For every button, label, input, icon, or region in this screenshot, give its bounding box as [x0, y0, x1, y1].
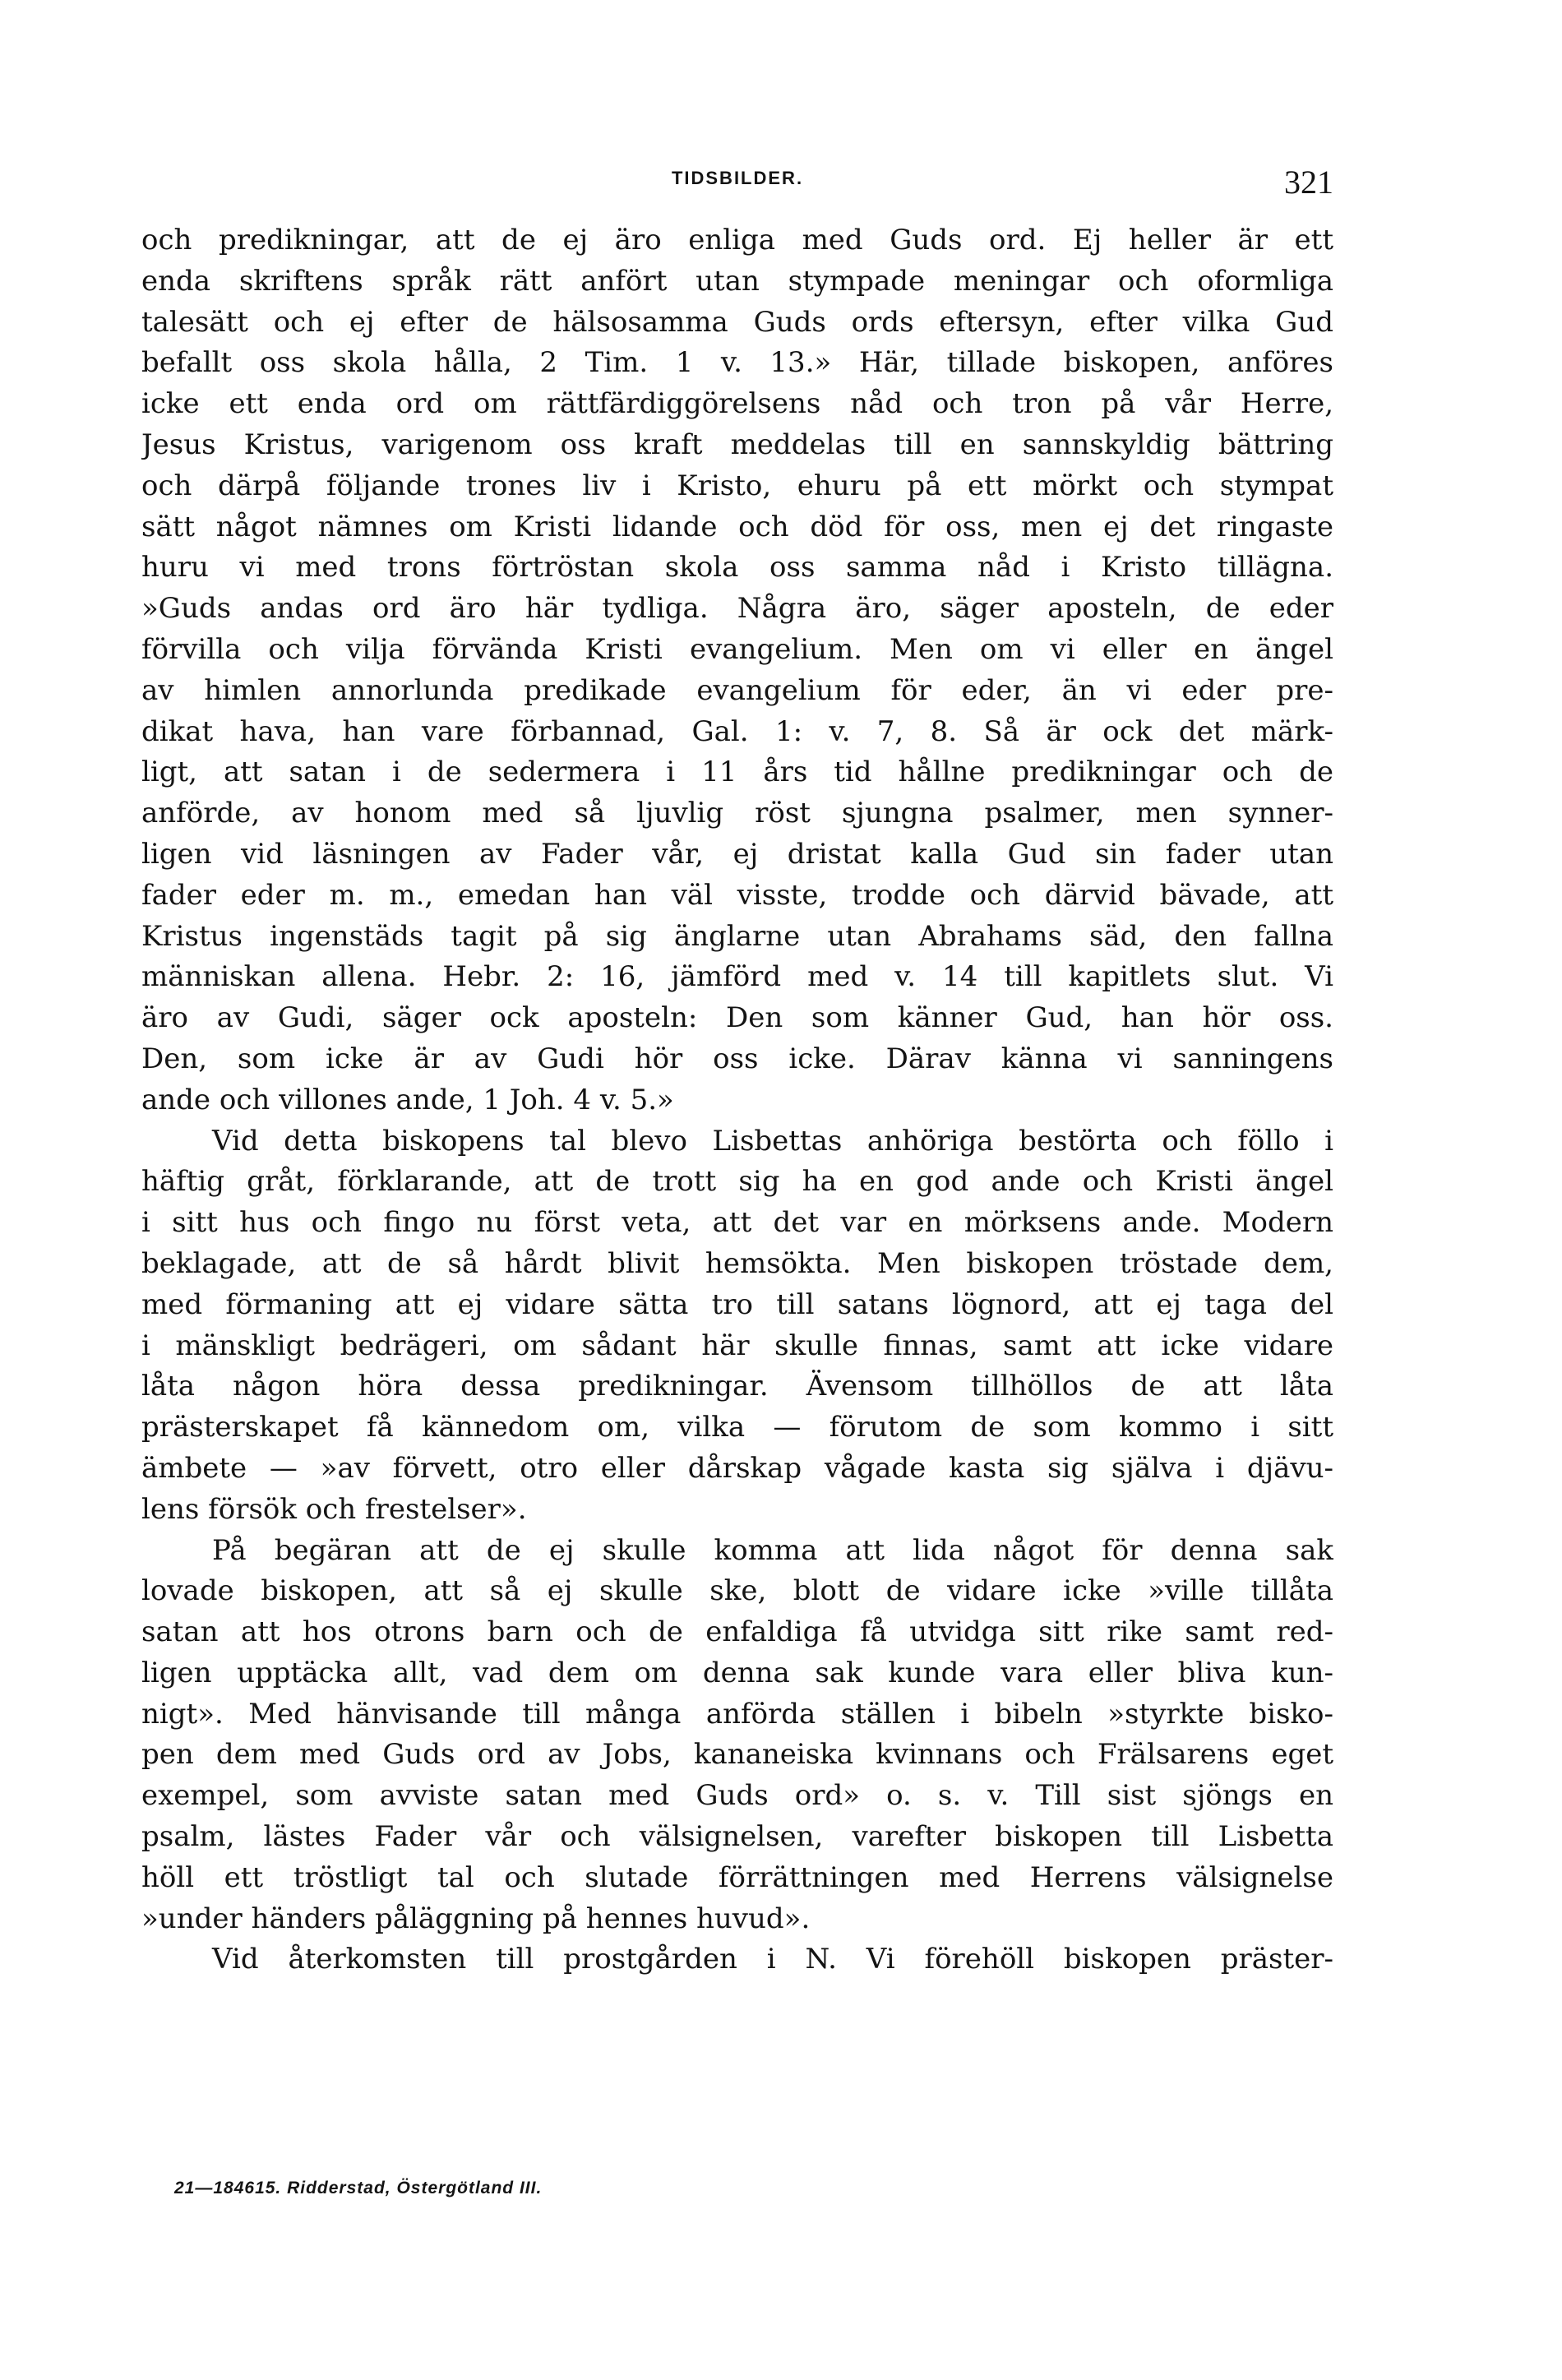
text-line: beklagade, att de så hårdt blivit hemsökta. Men biskopen tröstade dem,	[141, 1246, 1333, 1280]
text-line: förvilla och vilja förvända Kristi evangelium. Men om vi eller en ängel	[141, 632, 1333, 666]
text-line: människan allena. Hebr. 2: 16, jämförd med v. 14 till kapitlets slut. Vi	[141, 960, 1333, 994]
text-line: höll ett tröstligt tal och slutade förrättningen med Herrens välsignelse	[141, 1860, 1333, 1894]
text-line: sätt något nämnes om Kristi lidande och död för oss, men ej det ringaste	[141, 510, 1333, 543]
text-line: »under händers påläggning på hennes huvud».	[141, 1902, 811, 1935]
body-text	[141, 220, 1333, 1980]
text-line: exempel, som avviste satan med Guds ord» o. s. v. Till sist sjöngs en	[141, 1779, 1333, 1813]
text-line: På begäran att de ej skulle komma att lida något för denna sak	[212, 1533, 1333, 1567]
text-line: talesätt och ej efter de hälsosamma Guds ords eftersyn, efter vilka Gud	[141, 305, 1333, 339]
text-line: låta någon höra dessa predikningar. Ävensom tillhöllos de att låta	[141, 1370, 1333, 1403]
text-line: med förmaning att ej vidare sätta tro till satans lögnord, att ej taga del	[141, 1287, 1333, 1321]
page-number: 321	[1284, 164, 1333, 201]
text-line: enda skriftens språk rätt anfört utan stympade meningar och oformliga	[141, 264, 1333, 298]
text-line: i mänskligt bedrägeri, om sådant här skulle finnas, samt att icke vidare	[141, 1329, 1333, 1362]
text-line: och därpå följande trones liv i Kristo, ehuru på ett mörkt och stympat	[141, 469, 1333, 502]
text-line: Kristus ingenstäds tagit på sig änglarne utan Abrahams säd, den fallna	[141, 919, 1333, 953]
text-line: nigt». Med hänvisande till många anförda ställen i bibeln »styrkte bisko-	[141, 1697, 1333, 1731]
text-line: Jesus Kristus, varigenom oss kraft meddelas till en sannskyldig bättring	[141, 427, 1333, 461]
text-line: och predikningar, att de ej äro enliga med Guds ord. Ej heller är ett	[141, 224, 1333, 256]
text-line: prästerskapet få kännedom om, vilka — förutom de som kommo i sitt	[141, 1411, 1333, 1444]
text-line: fader eder m. m., emedan han väl visste, trodde och därvid bävade, att	[141, 878, 1333, 912]
text-line: häftig gråt, förklarande, att de trott sig ha en god ande och Kristi ängel	[141, 1165, 1333, 1199]
text-line: ligen vid läsningen av Fader vår, ej dristat kalla Gud sin fader utan	[141, 837, 1333, 871]
text-line: huru vi med trons förtröstan skola oss samma nåd i Kristo tillägna.	[141, 551, 1333, 585]
text-line: Vid återkomsten till prostgården i N. Vi förehöll biskopen präster-	[212, 1943, 1333, 1976]
running-title: TIDSBILDER.	[671, 168, 804, 188]
text-line: satan att hos otrons barn och de enfaldiga få utvidga sitt rike samt red-	[141, 1615, 1333, 1649]
printer-signature: 21—184615. Ridderstad, Östergötland III.	[174, 2179, 543, 2197]
text-line: av himlen annorlunda predikade evangelium för eder, än vi eder pre-	[141, 673, 1333, 707]
running-head	[141, 163, 1333, 204]
text-line: icke ett enda ord om rättfärdiggörelsens nåd och tron på vår Herre,	[141, 387, 1333, 421]
text-line: ämbete — »av förvett, otro eller dårskap vågade kasta sig själva i djävu-	[141, 1451, 1333, 1485]
text-line: »Guds andas ord äro här tydliga. Några äro, säger aposteln, de eder	[141, 592, 1333, 626]
text-line: Den, som icke är av Gudi hör oss icke. Därav känna vi sanningens	[141, 1042, 1333, 1075]
text-line: lovade biskopen, att så ej skulle ske, blott de vidare icke »ville tillåta	[141, 1574, 1333, 1608]
text-line: ligt, att satan i de sedermera i 11 års tid hållne predikningar och de	[141, 756, 1333, 789]
text-line: i sitt hus och fingo nu först veta, att det var en mörksens ande. Modern	[141, 1206, 1333, 1240]
text-line: lens försök och frestelser».	[141, 1492, 527, 1526]
text-line: pen dem med Guds ord av Jobs, kananeiska kvinnans och Frälsarens eget	[141, 1738, 1333, 1772]
text-line: psalm, lästes Fader vår och välsignelsen, varefter biskopen till Lisbetta	[141, 1820, 1333, 1854]
text-line: befallt oss skola hålla, 2 Tim. 1 v. 13.» Här, tillade biskopen, anföres	[141, 346, 1333, 380]
text-line: Vid detta biskopens tal blevo Lisbettas anhöriga bestörta och föllo i	[212, 1124, 1333, 1158]
text-line: ande och villones ande, 1 Joh. 4 v. 5.»	[141, 1083, 674, 1116]
text-line: dikat hava, han vare förbannad, Gal. 1: v. 7, 8. Så är ock det märk-	[141, 714, 1333, 748]
text-line: anförde, av honom med så ljuvlig röst sjungna psalmer, men synner-	[141, 797, 1333, 830]
text-line: äro av Gudi, säger ock aposteln: Den som känner Gud, han hör oss.	[141, 1001, 1333, 1035]
text-line: ligen upptäcka allt, vad dem om denna sak kunde vara eller bliva kun-	[141, 1656, 1333, 1689]
